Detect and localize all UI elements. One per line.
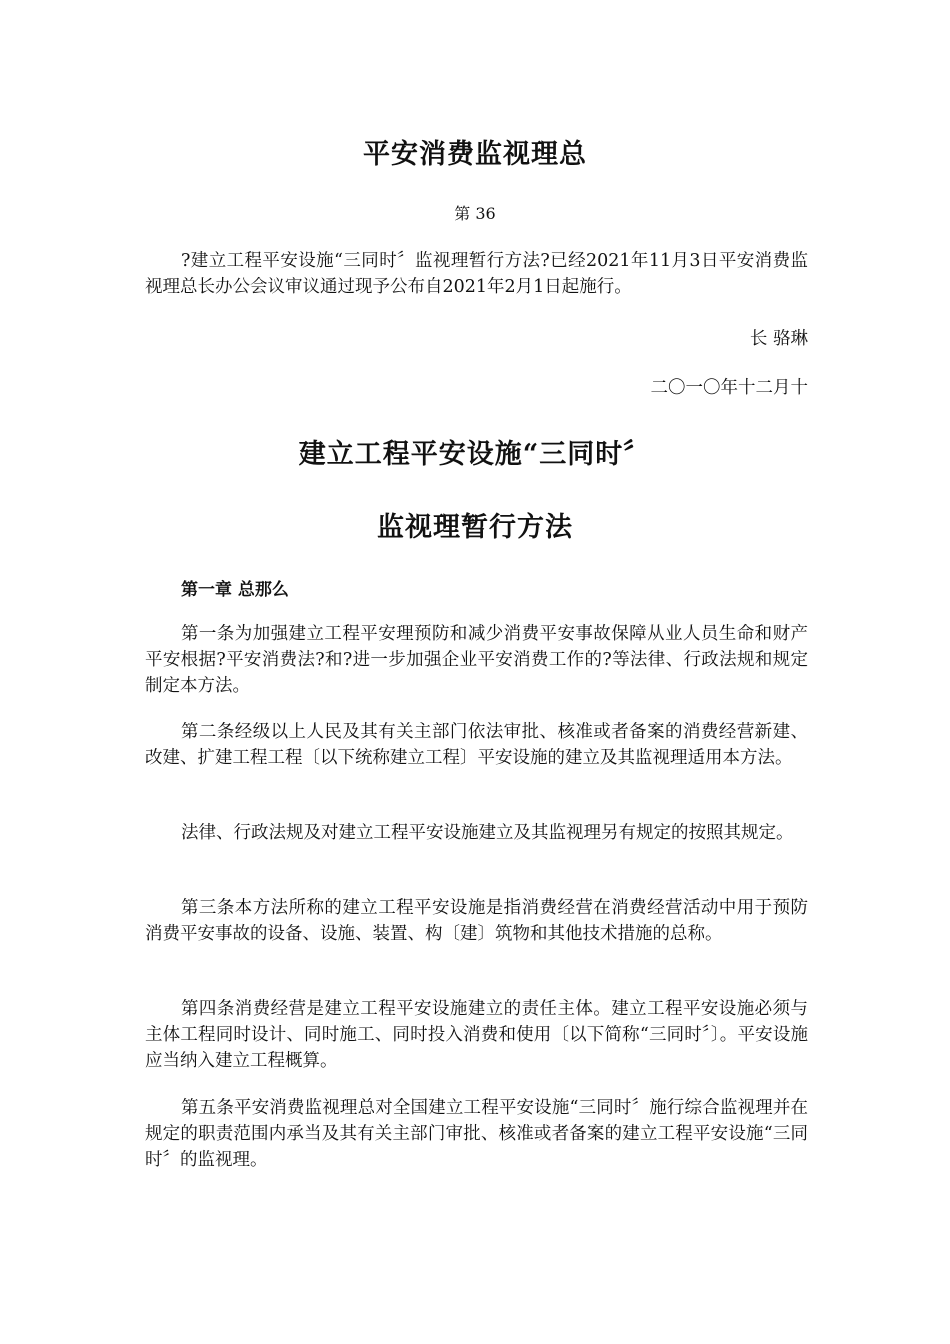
promulgation-date: 二〇一〇年十二月十	[650, 378, 808, 398]
article-3: 第三条本方法所称的建立工程平安设施是指消费经营在消费经营活动中用于预防消费平安事故的设备、设施、装置、构〔建〕筑物和其他技术措施的总称。	[145, 898, 808, 944]
chapter-heading: 第一章 总那么	[181, 580, 289, 600]
signatory: 长 骆琳	[749, 329, 808, 349]
promulgation-text: ?建立工程平安设施“三同时〞监视理暂行方法?已经2021年11月3日平安消费监视理总长办公会议审议通过现予公布自2021年2月1日起施行。	[145, 251, 808, 297]
article-5: 第五条平安消费监视理总对全国建立工程平安设施“三同时〞施行综合监视理并在规定的职责范围内承当及其有关主部门审批、核准或者备案的建立工程平安设施“三同时〞的监视理。	[145, 1098, 808, 1170]
regulation-title-line1: 建立工程平安设施“三同时〞	[298, 439, 652, 470]
article-2-note: 法律、行政法规及对建立工程平安设施建立及其监视理另有规定的按照其规定。	[181, 823, 794, 843]
article-2: 第二条经级以上人民及其有关主部门依法审批、核准或者备案的消费经营新建、改建、扩建工程工程〔以下统称建立工程〕平安设施的建立及其监视理适用本方法。	[145, 722, 808, 768]
article-4: 第四条消费经营是建立工程平安设施建立的责任主体。建立工程平安设施必须与主体工程同时设计、同时施工、同时投入消费和使用〔以下简称“三同时〞〕。平安设施应当纳入建立工程概算。	[145, 999, 808, 1071]
article-1: 第一条为加强建立工程平安理预防和减少消费平安事故保障从业人员生命和财产平安根据?平安消费法?和?进一步加强企业平安消费工作的?等法律、行政法规和规定制定本方法。	[145, 624, 808, 696]
order-number: 第 36	[454, 204, 496, 223]
regulation-title-line2: 监视理暂行方法	[377, 512, 573, 543]
issuer-title: 平安消费监视理总	[363, 139, 587, 170]
